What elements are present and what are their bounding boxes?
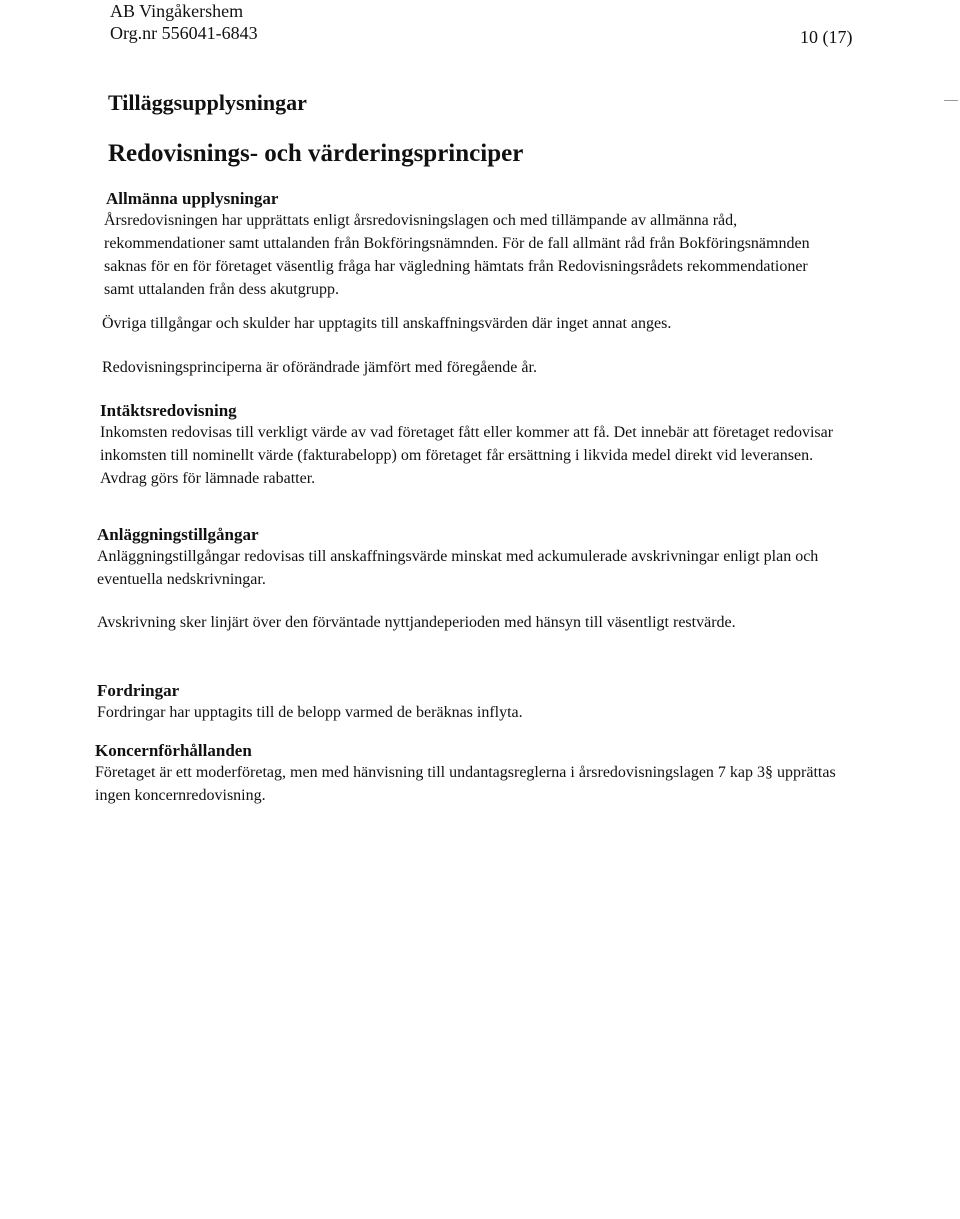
section-text: Fordringar har upptagits till de belopp varmed de beräknas inflyta. (97, 704, 523, 721)
section-title: Redovisnings- och värderingsprinciper (108, 140, 524, 167)
section-anlaggningstillgangar (97, 524, 857, 591)
scan-edge-mark (944, 100, 958, 101)
section-heading: Koncernförhållanden (95, 741, 252, 760)
section-fordringar (97, 680, 857, 724)
company-name: AB Vingåkershem (110, 1, 244, 21)
section-intaktsredovisning (100, 400, 840, 490)
page-title: Tilläggsupplysningar (108, 90, 307, 115)
section-allmanna-upplysningar (104, 188, 824, 301)
section-text: Årsredovisningen har upprättats enligt årsredovisningslagen och med tillämpande av allmänna råd, rekommendationer samt uttalanden från Bokföringsnämnden. För de fall allmänt råd från Bokföringsnämnden saknas för en för företaget väsentlig fråga har vägledning hämtats från Redovisningsrådets rekommendationer samt uttalanden från dess akutgrupp. (104, 212, 810, 298)
section-heading: Intäktsredovisning (100, 401, 237, 420)
section-text: Inkomsten redovisas till verkligt värde av vad företaget fått eller kommer att få. Det innebär att företaget redovisar inkomsten till nominellt värde (fakturabelopp) om företaget får ersättning i likvida medel direkt vid leveransen. Avdrag görs för lämnade rabatter. (100, 424, 834, 487)
paragraph-ovriga: Övriga tillgångar och skulder har upptagits till anskaffningsvärden där inget annat anges. (102, 315, 672, 332)
section-heading: Allmänna upplysningar (106, 189, 279, 208)
section-text: Företaget är ett moderföretag, men med hänvisning till undantagsreglerna i årsredovisningslagen 7 kap 3§ upprättas ingen koncernredovisning. (95, 764, 836, 804)
page-number: 10 (17) (800, 27, 853, 47)
paragraph-avskrivning: Avskrivning sker linjärt över den förväntade nyttjandeperioden med hänsyn till väsentligt restvärde. (97, 614, 736, 631)
paragraph-oforandrade: Redovisningsprinciperna är oförändrade jämfört med föregående år. (102, 359, 537, 376)
section-heading: Anläggningstillgångar (97, 525, 259, 544)
section-koncernforhallanden (95, 740, 855, 807)
section-text: Anläggningstillgångar redovisas till anskaffningsvärde minskat med ackumulerade avskrivningar enligt plan och eventuella nedskrivningar. (97, 548, 819, 588)
section-heading: Fordringar (97, 681, 180, 700)
org-number: Org.nr 556041-6843 (110, 23, 258, 43)
